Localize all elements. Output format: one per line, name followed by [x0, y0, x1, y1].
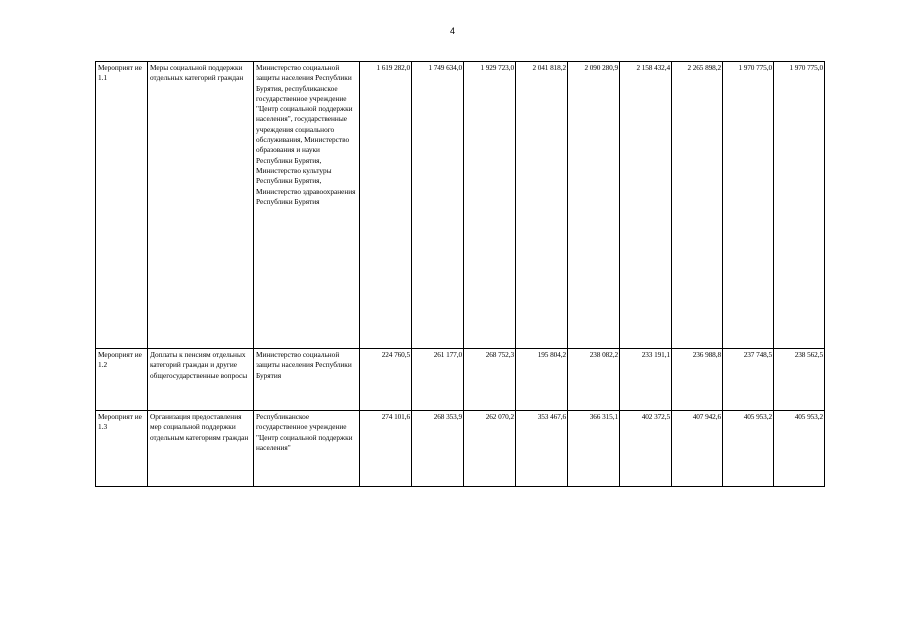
value-cell: 274 101,6	[360, 411, 412, 487]
value-cell: 1 749 634,0	[412, 62, 464, 349]
executor-cell: Республиканское государственное учреждение "Центр социальной поддержки населения"	[254, 411, 360, 487]
table-row	[96, 411, 825, 487]
value-cell: 268 353,9	[412, 411, 464, 487]
value-cell: 2 265 898,2	[672, 62, 723, 349]
table-row	[96, 62, 825, 349]
value-cell: 1 929 723,0	[464, 62, 516, 349]
event-name-cell: Меры социальной поддержки отдельных категорий граждан	[148, 62, 254, 349]
value-cell: 405 953,2	[774, 411, 825, 487]
value-cell: 237 748,5	[723, 349, 774, 411]
value-cell: 268 752,3	[464, 349, 516, 411]
value-cell: 2 041 818,2	[516, 62, 568, 349]
value-cell: 1 970 775,0	[774, 62, 825, 349]
value-cell: 236 988,8	[672, 349, 723, 411]
event-name-cell: Доплаты к пенсиям отдельных категорий граждан и другие общегосударственные вопросы	[148, 349, 254, 411]
event-code-cell: Мероприят ие 1.2	[96, 349, 148, 411]
value-cell: 1 970 775,0	[723, 62, 774, 349]
value-cell: 262 070,2	[464, 411, 516, 487]
table-row	[96, 349, 825, 411]
value-cell: 261 177,0	[412, 349, 464, 411]
value-cell: 224 760,5	[360, 349, 412, 411]
event-code-cell: Мероприят ие 1.3	[96, 411, 148, 487]
budget-table	[95, 61, 825, 487]
value-cell: 1 619 282,0	[360, 62, 412, 349]
value-cell: 366 315,1	[568, 411, 620, 487]
executor-cell: Министерство социальной защиты населения Республики Бурятия	[254, 349, 360, 411]
value-cell: 2 158 432,4	[620, 62, 672, 349]
value-cell: 405 953,2	[723, 411, 774, 487]
value-cell: 407 942,6	[672, 411, 723, 487]
event-code-cell: Мероприят ие 1.1	[96, 62, 148, 349]
value-cell: 238 562,5	[774, 349, 825, 411]
value-cell: 402 372,5	[620, 411, 672, 487]
value-cell: 2 090 280,9	[568, 62, 620, 349]
event-name-cell: Организация предоставления мер социальной поддержки отдельным категориям граждан	[148, 411, 254, 487]
value-cell: 238 082,2	[568, 349, 620, 411]
page-number: 4	[449, 26, 455, 36]
value-cell: 353 467,6	[516, 411, 568, 487]
executor-cell: Министерство социальной защиты населения Республики Бурятия, республиканское государственное учреждение "Центр социальной поддержки населения", государственные учреждения социального обслуживания, Министерство образования и науки Республики Бурятия, Министерство культуры Республики Бурятия, Министерство здравоохранения Республики Бурятия	[254, 62, 360, 349]
value-cell: 195 804,2	[516, 349, 568, 411]
value-cell: 233 191,1	[620, 349, 672, 411]
